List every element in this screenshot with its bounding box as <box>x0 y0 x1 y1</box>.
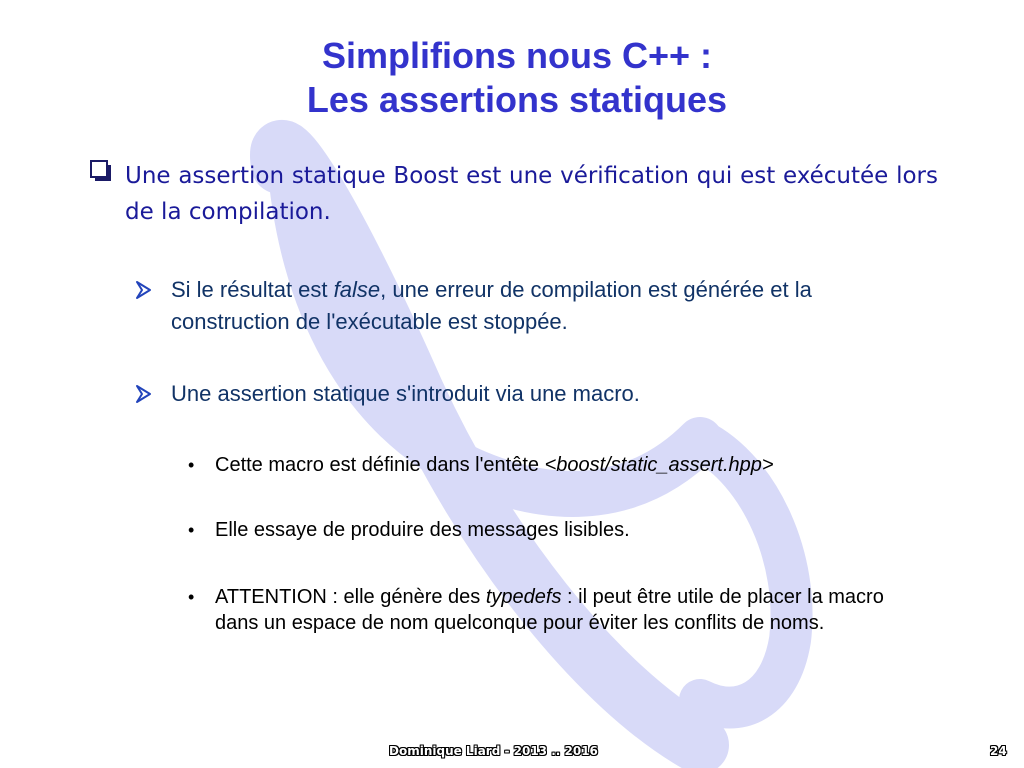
bullet-level2-2 <box>134 378 934 410</box>
title-line-1: Simplifions nous C++ : <box>321 35 713 76</box>
dot-bullet-icon: • <box>188 520 195 540</box>
bullet-level3-2-text: Elle essaye de produire des messages lisibles. <box>215 519 630 541</box>
dot-bullet-icon: • <box>188 455 195 475</box>
arrow-bullet-icon <box>134 274 154 304</box>
bullet-level1-text: Une assertion statique Boost est une vérification qui est exécutée lors de la compilation. <box>125 163 938 225</box>
dot-bullet-icon: • <box>188 587 195 607</box>
bullet-level3-3-text: ATTENTION : elle génère des typedefs : il peut être utile de placer la macro dans un espace de nom quelconque pour éviter les conflits de noms. <box>215 586 884 634</box>
bullet-level3-2 <box>188 517 928 543</box>
bullet-level2-2-text: Une assertion statique s'introduit via une macro. <box>171 381 640 406</box>
slide-title <box>0 34 1024 122</box>
bullet-level2-1-text: Si le résultat est false, une erreur de compilation est générée et la construction de l'exécutable est stoppée. <box>171 277 812 334</box>
bullet-level1 <box>88 158 938 230</box>
footer-author: Dominique Liard - 2013 .. 2016 <box>389 744 598 758</box>
bullet-level3-3 <box>188 584 928 636</box>
bullet-level2-1 <box>134 274 934 338</box>
bullet-level3-1 <box>188 452 928 478</box>
footer-page-number: 24 <box>990 744 1007 758</box>
bullet-level3-1-text: Cette macro est définie dans l'entête <boost/static_assert.hpp> <box>215 454 774 476</box>
checkbox-bullet-icon <box>90 160 112 182</box>
title-line-2: Les assertions statiques <box>306 79 728 120</box>
arrow-bullet-icon <box>134 378 154 408</box>
